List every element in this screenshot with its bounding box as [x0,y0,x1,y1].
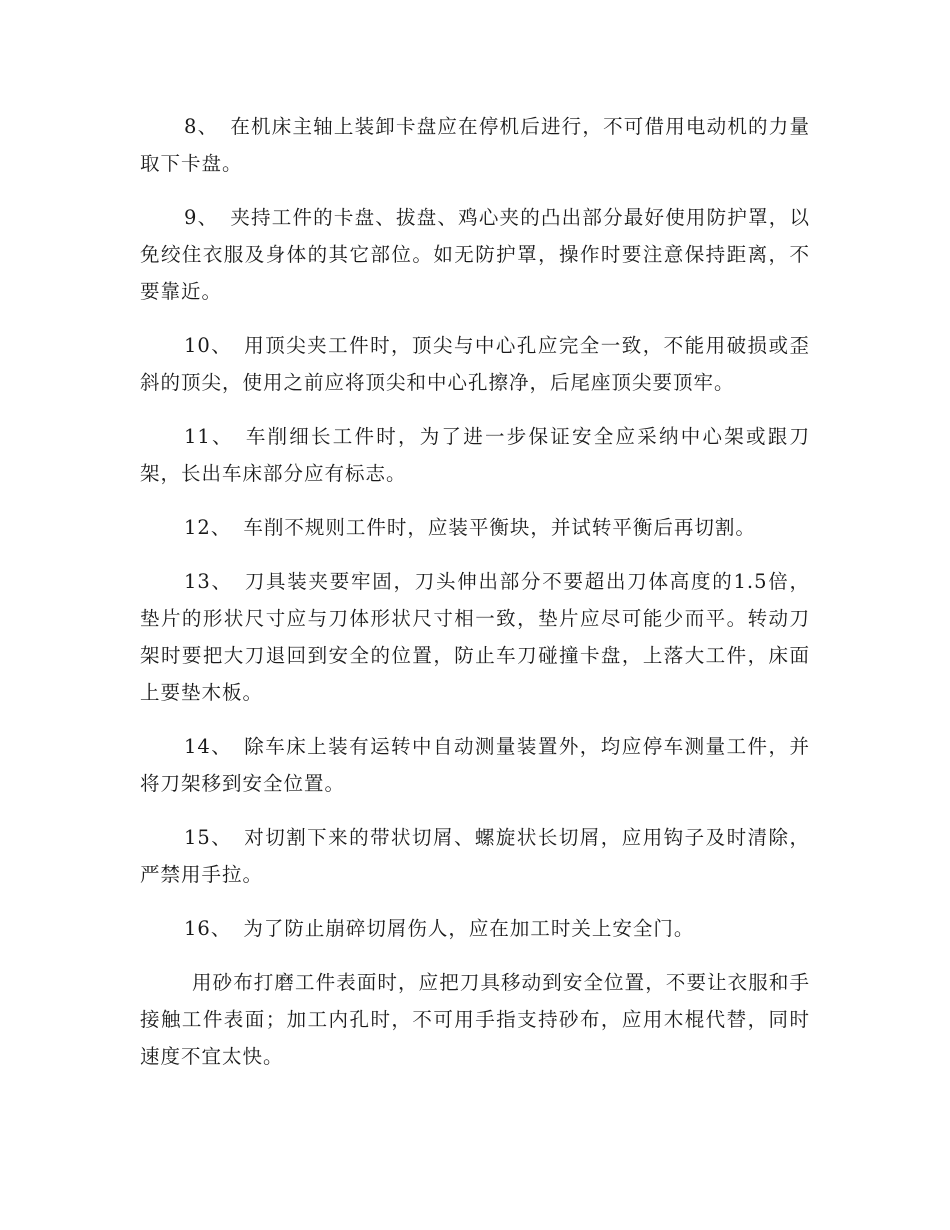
rule-paragraph-14 [140,728,810,802]
rule-text: 用砂布打磨工件表面时，应把刀具移动到安全位置，不要让衣服和手接触工件表面；加工内孔时，不可用手指支持砂布，应用木棍代替，同时速度不宜太快。 [140,971,810,1068]
rule-paragraph-8 [140,108,810,182]
rule-paragraph-16 [140,910,810,947]
rule-number: 16、 [184,917,232,940]
rule-number: 14、 [184,735,233,758]
rule-number: 12、 [184,516,232,539]
rule-text: 在机床主轴上装卸卡盘应在停机后进行，不可借用电动机的力量取下卡盘。 [140,115,810,175]
rule-text: 为了防止崩碎切屑伤人，应在加工时关上安全门。 [243,917,695,940]
rule-text: 刀具装夹要牢固，刀头伸出部分不要超出刀体高度的1.5倍，垫片的形状尺寸应与刀体形状尺寸相一致，垫片应尽可能少而平。转动刀架时要把大刀退回到安全的位置，防止车刀碰撞卡盘，上落大工件，床面上要垫木板。 [140,570,810,704]
rule-paragraph-15 [140,819,810,893]
rule-paragraph-11 [140,418,810,492]
rule-text: 车削不规则工件时，应装平衡块，并试转平衡后再切割。 [243,516,756,539]
rule-number: 8、 [184,115,219,138]
rule-text: 对切割下来的带状切屑、螺旋状长切屑，应用钩子及时清除，严禁用手拉。 [140,826,810,886]
rule-number: 9、 [184,206,219,229]
rule-paragraph-12 [140,509,810,546]
rule-number: 15、 [184,826,233,849]
rule-paragraph-10 [140,327,810,401]
rule-number: 13、 [184,570,233,593]
document-body [140,108,810,1092]
rule-paragraph-9 [140,199,810,310]
rule-text: 除车床上装有运转中自动测量装置外，均应停车测量工件，并将刀架移到安全位置。 [140,735,810,795]
rule-paragraph-abrasive-cloth [140,964,810,1075]
rule-number: 10、 [184,334,233,357]
rule-number: 11、 [184,425,234,448]
rule-text: 车削细长工件时，为了进一步保证安全应采纳中心架或跟刀架，长出车床部分应有标志。 [140,425,810,485]
rule-text: 夹持工件的卡盘、拔盘、鸡心夹的凸出部分最好使用防护罩，以免绞住衣服及身体的其它部位。如无防护罩，操作时要注意保持距离，不要靠近。 [140,206,810,303]
rule-text: 用顶尖夹工件时，顶尖与中心孔应完全一致，不能用破损或歪斜的顶尖，使用之前应将顶尖和中心孔擦净，后尾座顶尖要顶牢。 [140,334,810,394]
rule-paragraph-13 [140,563,810,711]
